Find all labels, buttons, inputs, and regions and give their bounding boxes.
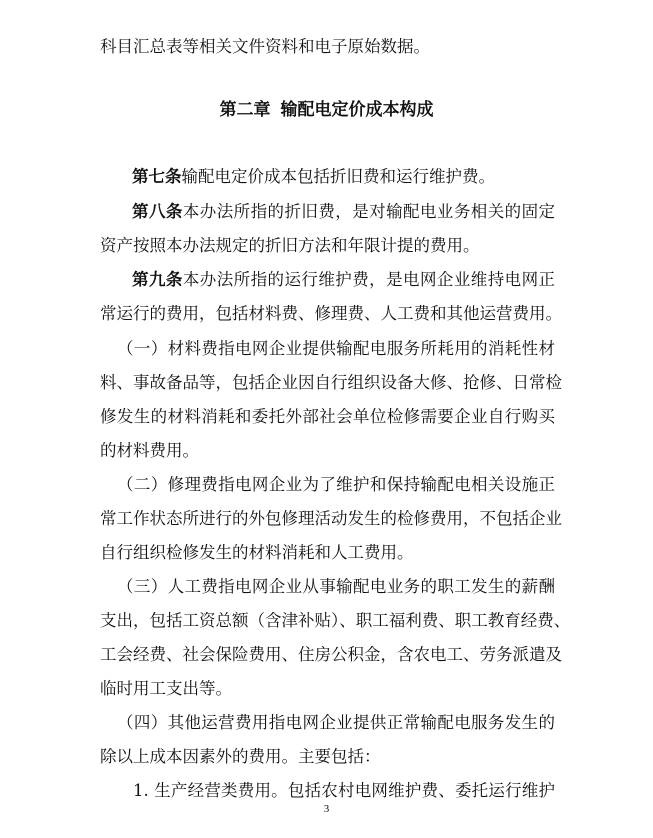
chapter-title: 输配电定价成本构成 <box>280 100 434 120</box>
item-1-line: 的材料费用。 <box>100 441 199 460</box>
item-3-line: 工会经费、社会保险费用、住房公积金，含农电工、劳务派遣及 <box>100 645 562 664</box>
item-2-line: 常工作状态所进行的外包修理活动发生的检修费用，不包括企业 <box>100 509 562 528</box>
item-3-line: 临时用工支出等。 <box>100 679 232 698</box>
article-7-label: 第七条 <box>132 167 182 186</box>
item-3-line: 支出，包括工资总额（含津补贴）、职工福利费、职工教育经费、 <box>100 611 571 630</box>
article-8-label: 第八条 <box>132 202 183 221</box>
article-7 <box>132 166 555 188</box>
item-1-line: 料、事故备品等，包括企业因自行组织设备大修、抢修、日常检 <box>100 373 562 392</box>
item-4-line: 除以上成本因素外的费用。主要包括： <box>100 747 381 766</box>
item-1-line: （一）材料费指电网企业提供输配电服务所耗用的消耗性材 <box>117 339 555 358</box>
item-4-line: （四）其他运营费用指电网企业提供正常输配电服务发生的 <box>117 713 555 732</box>
article-9-label: 第九条 <box>132 270 183 289</box>
article-8-text-1: 本办法所指的折旧费，是对输配电业务相关的固定 <box>182 202 555 221</box>
item-2-line: （二）修理费指电网企业为了维护和保持输配电相关设施正 <box>117 475 555 494</box>
article-9-line-1 <box>132 269 555 291</box>
item-2-line: 自行组织检修发生的材料消耗和人工费用。 <box>100 543 414 562</box>
sub-item-1-line: 1. 生产经营类费用。包括农村电网维护费、委托运行维护 <box>133 781 555 800</box>
article-9-line-2: 常运行的费用，包括材料费、修理费、人工费和其他运营费用。 <box>100 304 562 323</box>
article-9-text-1: 本办法所指的运行维护费，是电网企业维持电网正 <box>182 270 555 289</box>
chapter-number: 第二章 <box>219 100 271 120</box>
article-7-text: 输配电定价成本包括折旧费和运行维护费。 <box>181 167 495 186</box>
article-8-line-1 <box>132 201 555 223</box>
continuation-line: 科目汇总表等相关文件资料和电子原始数据。 <box>100 37 430 56</box>
page-number: 3 <box>323 803 330 815</box>
chapter-heading <box>0 98 653 122</box>
article-8-line-2: 资产按照本办法规定的折旧方法和年限计提的费用。 <box>100 236 480 255</box>
item-3-line: （三）人工费指电网企业从事输配电业务的职工发生的薪酬 <box>117 577 555 596</box>
item-1-line: 修发生的材料消耗和委托外部社会单位检修需要企业自行购买 <box>100 407 555 426</box>
